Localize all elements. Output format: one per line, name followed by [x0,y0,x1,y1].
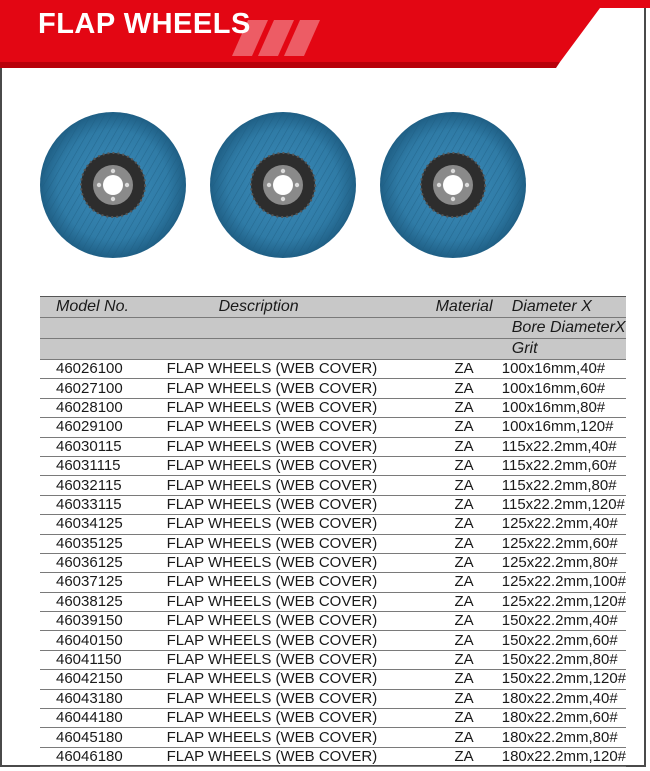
cell-material: ZA [426,747,501,766]
spec-table [40,296,626,767]
cell-model-no: 46028100 [40,398,159,417]
cell-model-no: 46042150 [40,670,159,689]
cell-model-no: 46033115 [40,495,159,514]
cell-spec: 180x22.2mm,120# [501,748,626,765]
table-row [40,553,626,572]
cell-model-no: 46027100 [40,379,159,398]
cell-model-no: 46044180 [40,709,159,728]
cell-description: FLAP WHEELS (WEB COVER) [159,495,427,514]
flap-wheel-image-2 [208,110,358,260]
cell-spec: 180x22.2mm,40# [502,689,626,708]
table-row [40,573,626,592]
cell-material: ZA [426,534,501,553]
cell-spec: 115x22.2mm,60# [502,456,626,475]
cell-spec: 150x22.2mm,60# [502,631,626,650]
cell-material: ZA [426,573,501,592]
table-row [40,437,626,456]
cell-description: FLAP WHEELS (WEB COVER) [159,379,427,398]
flap-wheel-image-1 [38,110,188,260]
cell-description: FLAP WHEELS (WEB COVER) [159,689,427,708]
cell-description: FLAP WHEELS (WEB COVER) [159,534,427,553]
header-spec-line3: Grit [502,339,626,360]
cell-material: ZA [426,592,501,611]
cell-model-no: 46036125 [40,553,159,572]
cell-material: ZA [426,398,501,417]
header-spec-line1: Diameter X [502,297,626,318]
cell-description: FLAP WHEELS (WEB COVER) [159,398,427,417]
table-row [40,456,626,475]
table-row [40,631,626,650]
cell-spec: 125x22.2mm,80# [502,553,626,572]
cell-model-no: 46035125 [40,534,159,553]
table-row [40,398,626,417]
cell-description: FLAP WHEELS (WEB COVER) [159,437,427,456]
cell-description: FLAP WHEELS (WEB COVER) [159,592,427,611]
cell-model-no: 46043180 [40,689,159,708]
cell-model-no: 46041150 [40,650,159,669]
cell-description: FLAP WHEELS (WEB COVER) [159,418,427,437]
cell-spec: 125x22.2mm,60# [502,534,626,553]
table-row [40,515,626,534]
cell-model-no: 46038125 [40,592,159,611]
cell-material: ZA [426,360,501,379]
table-row [40,379,626,398]
cell-description: FLAP WHEELS (WEB COVER) [159,515,427,534]
cell-spec: 125x22.2mm,100# [501,573,626,591]
table-row [40,592,626,611]
cell-description: FLAP WHEELS (WEB COVER) [159,631,427,650]
cell-description: FLAP WHEELS (WEB COVER) [159,612,427,631]
table-row [40,650,626,669]
table-row [40,360,626,379]
table-row [40,670,626,689]
table-row [40,689,626,708]
cell-spec: 150x22.2mm,120# [501,670,626,688]
table-header-row [40,339,626,360]
header-description: Description [159,297,427,318]
cell-description: FLAP WHEELS (WEB COVER) [159,553,427,572]
cell-material: ZA [426,670,501,689]
cell-material: ZA [426,456,501,475]
cell-material: ZA [426,553,501,572]
cell-spec: 100x16mm,120# [502,418,626,437]
flap-wheel-image-3 [378,110,528,260]
cell-material: ZA [426,612,501,631]
header-material: Material [426,297,501,318]
banner-title: FLAP WHEELS [38,8,251,40]
table-row [40,495,626,514]
cell-model-no: 46045180 [40,728,159,747]
cell-spec: 100x16mm,60# [502,379,626,398]
product-images [0,110,650,270]
cell-material: ZA [426,515,501,534]
table-row [40,709,626,728]
cell-description: FLAP WHEELS (WEB COVER) [159,728,427,747]
cell-spec: 115x22.2mm,120# [501,495,625,513]
cell-spec: 150x22.2mm,80# [502,650,626,669]
cell-spec: 115x22.2mm,80# [502,476,626,495]
cell-description: FLAP WHEELS (WEB COVER) [159,360,427,379]
cell-description: FLAP WHEELS (WEB COVER) [159,456,427,475]
cell-model-no: 46029100 [40,418,159,437]
table-row [40,534,626,553]
cell-spec: 150x22.2mm,40# [502,612,626,631]
cell-model-no: 46030115 [40,437,159,456]
cell-description: FLAP WHEELS (WEB COVER) [159,747,427,766]
cell-model-no: 46046180 [40,747,159,766]
cell-material: ZA [426,418,501,437]
table-header-row [40,297,626,318]
cell-material: ZA [426,728,501,747]
table-row [40,612,626,631]
cell-model-no: 46039150 [40,612,159,631]
cell-model-no: 46032115 [40,476,159,495]
cell-spec: 180x22.2mm,80# [502,728,626,747]
table-row [40,418,626,437]
table-row [40,476,626,495]
cell-description: FLAP WHEELS (WEB COVER) [159,709,427,728]
cell-material: ZA [426,689,501,708]
cell-model-no: 46031115 [40,456,159,475]
cell-description: FLAP WHEELS (WEB COVER) [159,573,427,592]
cell-spec: 125x22.2mm,40# [502,515,626,534]
cell-material: ZA [426,437,501,456]
cell-description: FLAP WHEELS (WEB COVER) [159,670,427,689]
cell-spec: 115x22.2mm,40# [502,437,626,456]
cell-material: ZA [426,495,501,514]
cell-material: ZA [426,650,501,669]
cell-spec: 125x22.2mm,120# [501,592,626,610]
header-spec-line2: Bore DiameterX [502,318,626,339]
table-row [40,747,626,766]
cell-description: FLAP WHEELS (WEB COVER) [159,650,427,669]
cell-model-no: 46034125 [40,515,159,534]
cell-spec: 100x16mm,40# [502,360,626,379]
table-row [40,728,626,747]
header-model: Model No. [40,297,159,318]
cell-spec: 180x22.2mm,60# [502,709,626,728]
cell-model-no: 46037125 [40,573,159,592]
cell-model-no: 46040150 [40,631,159,650]
cell-description: FLAP WHEELS (WEB COVER) [159,476,427,495]
table-header-row [40,318,626,339]
cell-spec: 100x16mm,80# [502,398,626,417]
cell-material: ZA [426,476,501,495]
cell-material: ZA [426,631,501,650]
cell-material: ZA [426,379,501,398]
cell-material: ZA [426,709,501,728]
cell-model-no: 46026100 [40,360,159,379]
